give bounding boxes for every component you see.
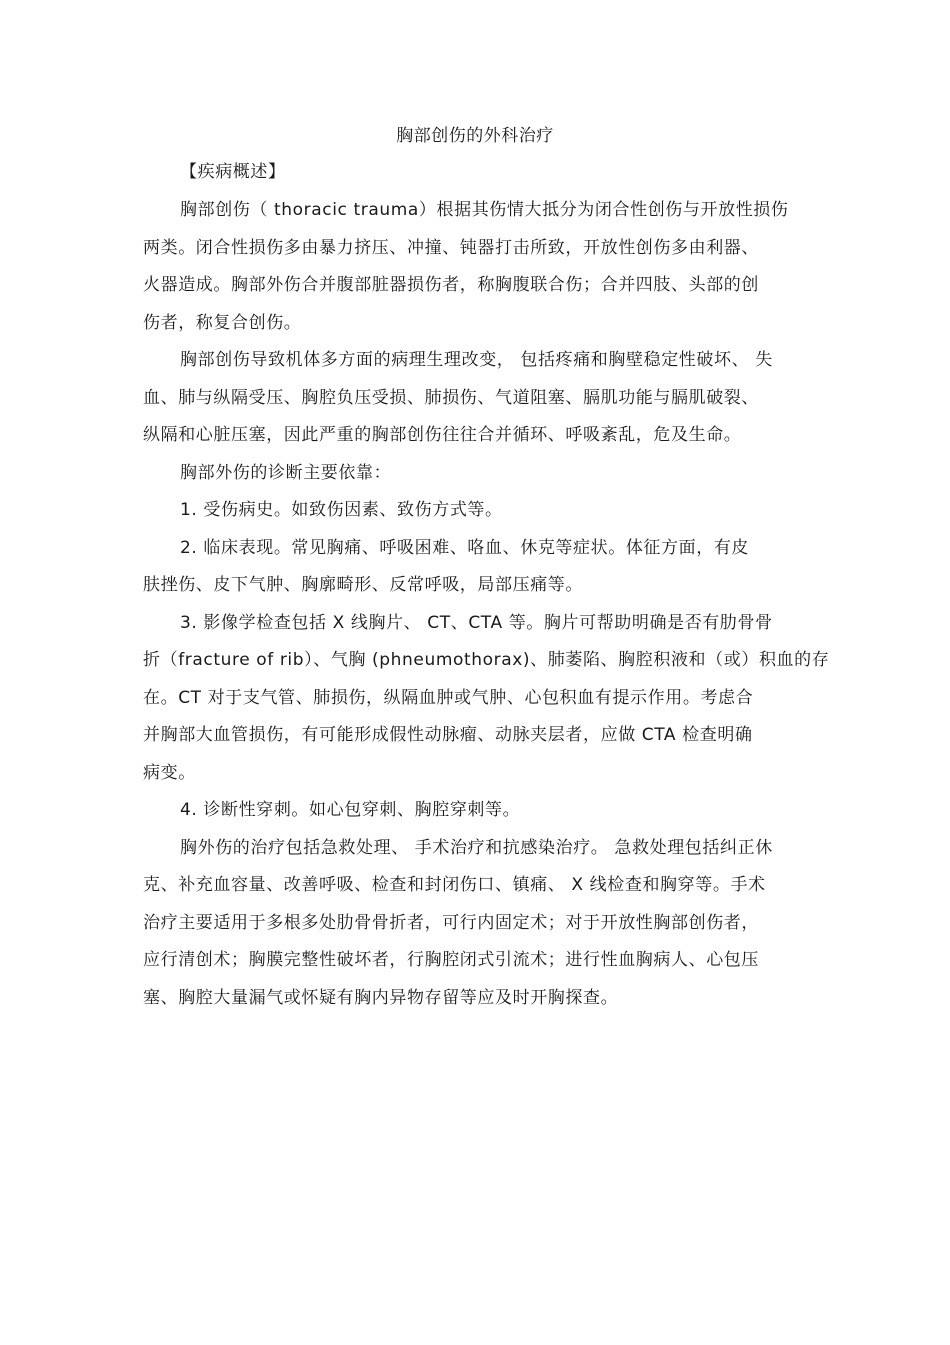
paragraph-line: 塞、胸腔大量漏气或怀疑有胸内异物存留等应及时开胸探查。 — [143, 988, 619, 1008]
list-item: 1. 受伤病史。如致伤因素、致伤方式等。 — [180, 500, 503, 520]
paragraph-line: 伤者，称复合创伤。 — [143, 313, 302, 333]
paragraph-line: 治疗主要适用于多根多处肋骨骨折者，可行内固定术；对于开放性胸部创伤者， — [143, 913, 759, 933]
paragraph-line: 胸部创伤导致机体多方面的病理生理改变， 包括疼痛和胸壁稳定性破坏、 失 — [180, 350, 773, 370]
paragraph-line: 血、肺与纵隔受压、胸腔负压受损、肺损伤、气道阻塞、膈肌功能与膈肌破裂、 — [143, 388, 759, 408]
paragraph-line: 克、补充血容量、改善呼吸、检查和封闭伤口、镇痛、 X 线检查和胸穿等。手术 — [143, 875, 766, 895]
paragraph-line: 肤挫伤、皮下气肿、胸廓畸形、反常呼吸，局部压痛等。 — [143, 575, 583, 595]
paragraph-line: 应行清创术；胸膜完整性破坏者，行胸腔闭式引流术；进行性血胸病人、心包压 — [143, 950, 759, 970]
list-item: 3. 影像学检查包括 X 线胸片、 CT、CTA 等。胸片可帮助明确是否有肋骨骨 — [180, 613, 773, 633]
paragraph-line: 病变。 — [143, 763, 196, 783]
paragraph-line: 胸外伤的治疗包括急救处理、 手术治疗和抗感染治疗。 急救处理包括纠正休 — [180, 838, 773, 858]
paragraph-line: 胸部创伤（ thoracic trauma）根据其伤情大抵分为闭合性创伤与开放性损伤 — [180, 200, 789, 220]
paragraph-line: 纵隔和心脏压塞，因此严重的胸部创伤往往合并循环、呼吸紊乱，危及生命。 — [143, 425, 742, 445]
paragraph-line: 两类。闭合性损伤多由暴力挤压、冲撞、钝器打击所致，开放性创伤多由利器、 — [143, 238, 759, 258]
list-item: 4. 诊断性穿刺。如心包穿刺、胸腔穿刺等。 — [180, 800, 521, 820]
list-item: 2. 临床表现。常见胸痛、呼吸困难、咯血、休克等症状。体征方面，有皮 — [180, 538, 750, 558]
section-heading: 【疾病概述】 — [180, 162, 286, 182]
document-title: 胸部创伤的外科治疗 — [396, 126, 554, 146]
paragraph-line: 在。CT 对于支气管、肺损伤，纵隔血肿或气肿、心包积血有提示作用。考虑合 — [143, 688, 754, 708]
paragraph-line: 胸部外伤的诊断主要依靠： — [180, 463, 392, 483]
paragraph-line: 火器造成。胸部外伤合并腹部脏器损伤者，称胸腹联合伤；合并四肢、头部的创 — [143, 275, 759, 295]
paragraph-line: 并胸部大血管损伤，有可能形成假性动脉瘤、动脉夹层者，应做 CTA 检查明确 — [143, 725, 753, 745]
paragraph-line: 折（fracture of rib）、气胸 (phneumothorax)、肺萎陷、胸腔积液和（或）积血的存 — [143, 650, 830, 670]
